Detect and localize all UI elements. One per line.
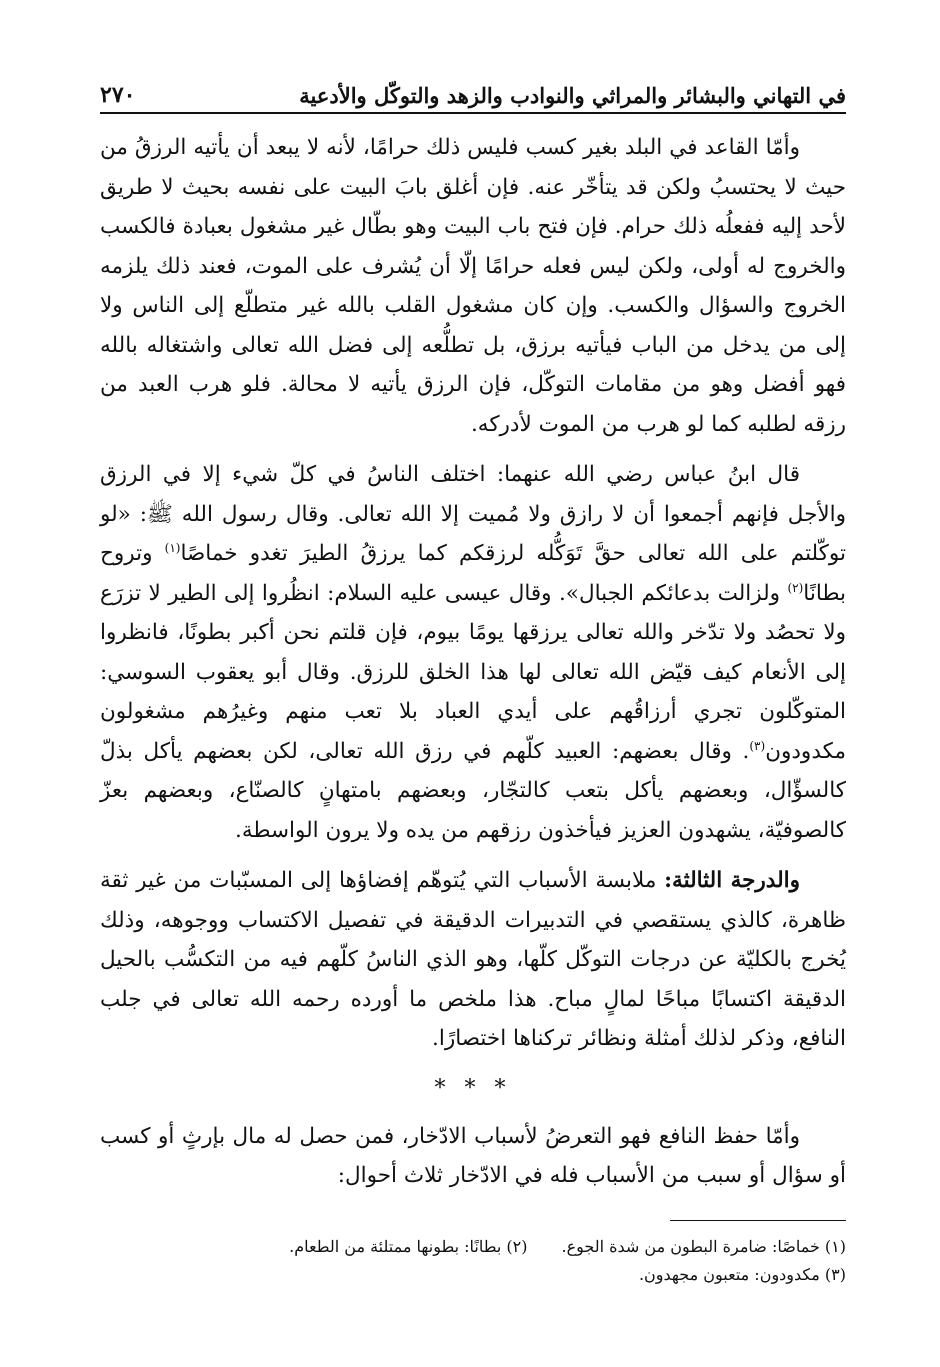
page-number: ٢٧٠ <box>100 82 136 108</box>
footnote-3: (٣) مكدودون: متعبون مجهدون. <box>638 1264 846 1284</box>
footnote-ref-2: (٢) <box>787 580 804 595</box>
paragraph-3-rest: ملابسة الأسباب التي يُتوهّم إفضاؤها إلى المسبّبات من غير ثقة ظاهرة، كالذي يستقصي في التدبيرات الدقيقة في تفصيل الاكتساب ووجوهه، وذلك يُخرج بالكليّة عن درجات التوكّل كلّها، وهو الذي الناسُ كلّهم فيه من التكسُّب بالحيل الدقيقة اكتسابًا مباحًا لمالٍ مباح. هذا ملخص ما أورده رحمه الله تعالى في جلب النافع، وذكر لذلك أمثلة ونظائر تركناها اختصارًا. <box>100 868 846 1051</box>
paragraph-2-part-c: ولزالت بدعائكم الجبال». وقال عيسى عليه السلام: انظُروا إلى الطير لا تزرَع ولا تحصُد ولا تدّخر والله تعالى يرزقها يومًا بيوم، فإن قلتم نحن أكبر بطونًا، فانظروا إلى الأنعام كيف قيّض الله تعالى لها هذا الخلق للرزق. وقال أبو يعقوب السوسي: المتوكّلون تجري أرزاقُهم على أيدي العباد بلا تعب منهم وغيرُهم مشغولون مكدودون <box>100 580 846 764</box>
footnote-ref-1: (١) <box>164 540 181 555</box>
paragraph-4: وأمّا حفظ النافع فهو التعرضُ لأسباب الادّخار، فمن حصل له مال بإرثٍ أو كسب أو سؤال أو سبب من الأسباب فله في الادّخار ثلاث أحوال: <box>100 1123 846 1188</box>
paragraph-2-part-a: قال ابنُ عباس رضي الله عنهما: اختلف الناسُ في كلّ شيء إلا في الرزق والأجل فإنهم أجمعوا أن لا رازق ولا مُميت إلا الله تعالى. وقال رسول الله ﷺ: «لو توكّلتم على الله تعالى حقَّ تَوَكُّله لرزقكم كما يرزقُ الطيرَ تغدو خماصًا <box>100 462 846 566</box>
footnote-row-1 <box>100 1233 846 1261</box>
footnote-row-2 <box>100 1261 846 1289</box>
footnote-2: (٢) بطانًا: بطونها ممتلئة من الطعام. <box>289 1236 528 1256</box>
paragraph-2-part-b: وتروح بطانًا <box>100 541 846 606</box>
paragraph-1: وأمّا القاعد في البلد بغير كسب فليس ذلك حرامًا، لأنه لا يبعد أن يأتيه الرزقُ من حيث لا يحتسبُ ولكن قد يتأخّر عنه. فإن أغلق بابَ البيت على نفسه بحيث لا طريق لأحد إليه ففعلُه ذلك حرام. فإن فتح باب البيت وهو بطّال غير مشغول بعبادة فالكسب والخروج له أولى، ولكن ليس فعله حرامًا إلّا أن يُشرف على الموت، فعند ذلك يلزمه الخروج والسؤال والكسب. وإن كان مشغول القلب بالله غير متطلّع إلى الناس ولا إلى من يدخل من الباب فيأتيه برزق، بل تطلُّعه إلى فضل الله تعالى واشتغاله بالله فهو أفضل وهو من مقامات التوكّل، فإن الرزق يأتيه لا محالة. فلو هرب العبد من رزقه لطلبه كما لو هرب من الموت لأدركه. <box>100 135 846 437</box>
book-page <box>100 74 846 1289</box>
paragraph-3-lead: والدرجة الثالثة: <box>664 868 800 893</box>
footnotes <box>100 1233 846 1289</box>
footnote-ref-3: (٣) <box>749 738 766 753</box>
footnote-1: (١) خماصًا: ضامرة البطون من شدة الجوع. <box>561 1236 846 1256</box>
paragraph-3 <box>100 861 846 1059</box>
paragraph-2 <box>100 455 846 850</box>
page-header <box>100 74 846 114</box>
paragraph-2-part-d: . وقال بعضهم: العبيد كلّهم في رزق الله تعالى، لكن بعضهم يأكل بذلّ كالسؤّال، وبعضهم يأكل بتعب كالتجّار، وبعضهم بامتهانٍ كالصنّاع، وبعضهم بعزّ كالصوفيّة، يشهدون العزيز فيأخذون رزقهم من يده ولا يرون الواسطة. <box>100 738 846 843</box>
running-title: في التهاني والبشائر والمراثي والنوادب والزهد والتوكّل والأدعية <box>299 83 846 108</box>
section-separator: * * * <box>434 1075 512 1101</box>
main-text <box>100 128 846 1196</box>
footnote-divider <box>670 1220 846 1221</box>
